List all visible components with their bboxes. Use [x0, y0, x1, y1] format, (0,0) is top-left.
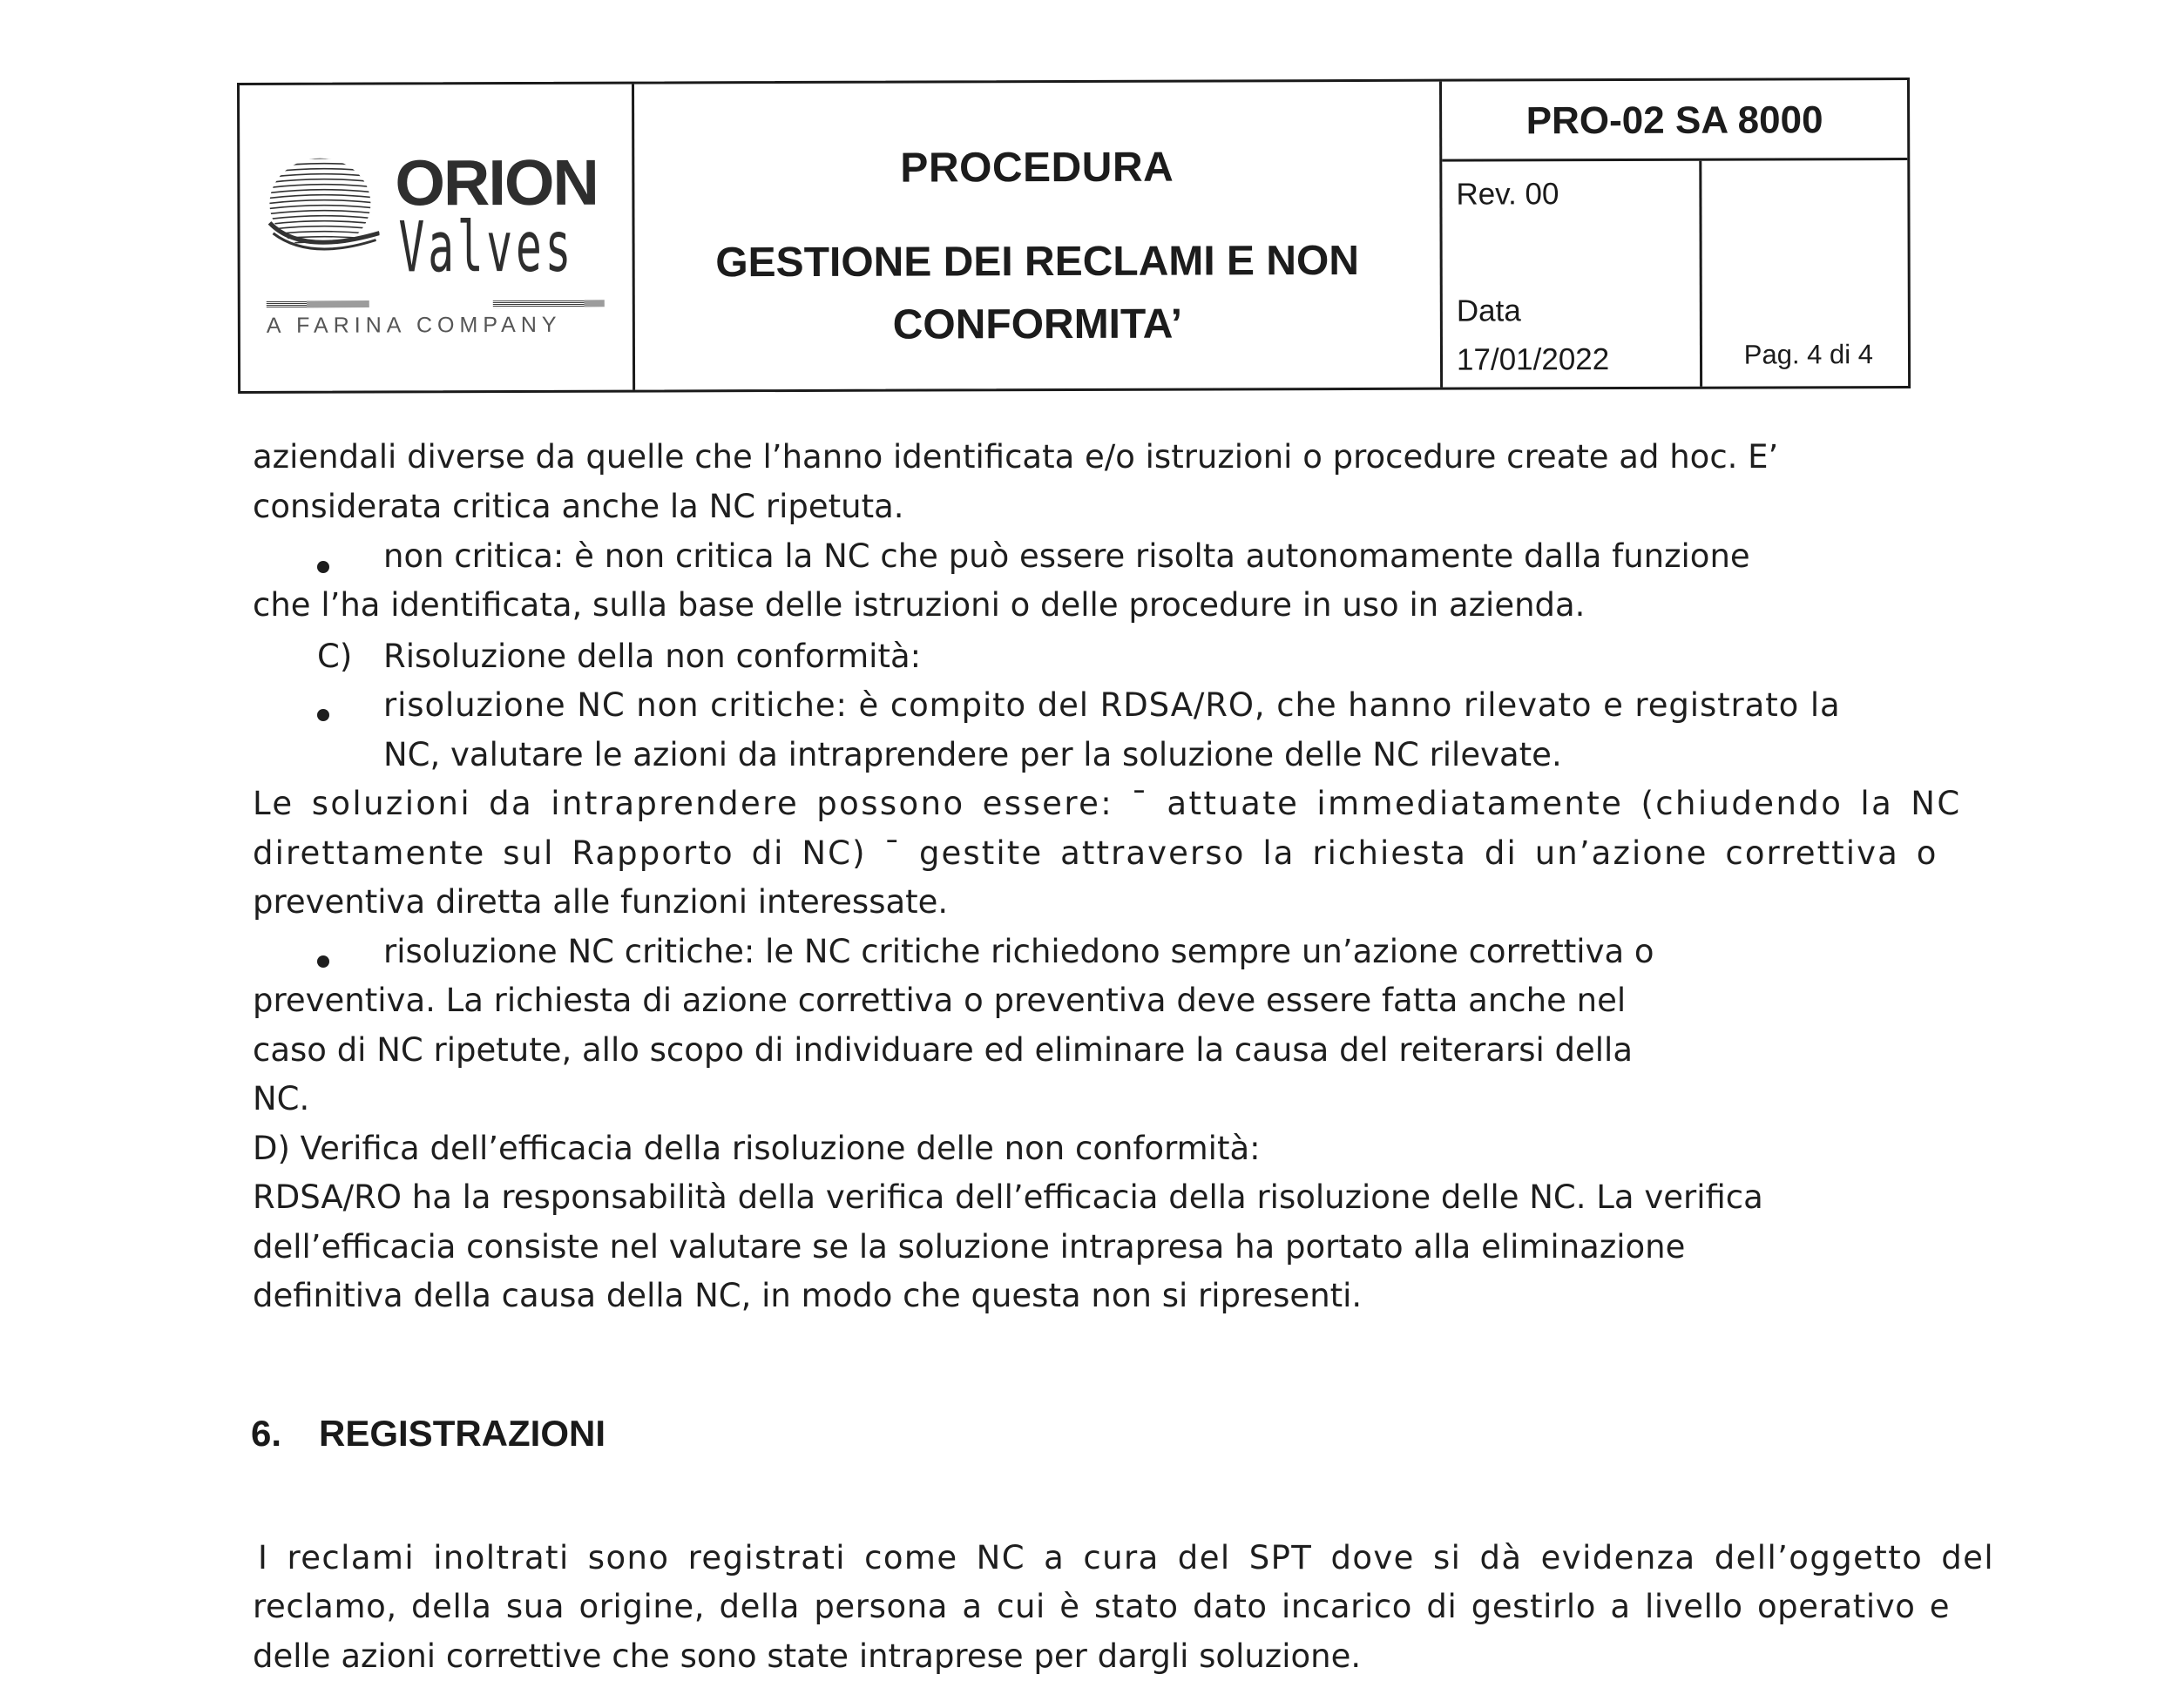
logo-sub-text: Valves	[398, 206, 575, 288]
paragraph-line: I reclami inoltrati sono registrati come NC a cura del SPT dove si dà evidenza dell’oggetto del	[258, 1539, 1995, 1576]
bullet-icon	[317, 561, 329, 573]
list-item: Risoluzione della non conformità:	[383, 638, 922, 675]
list-item: non critica: è non critica la NC che può essere risolta autonomamente dalla funzione	[383, 537, 1750, 575]
procedure-label: PROCEDURA	[900, 144, 1174, 192]
text-line: aziendali diverse da quelle che l’hanno identificata e/o istruzioni o procedure create ad hoc. E’	[253, 438, 1779, 476]
paragraph-line: NC.	[253, 1080, 310, 1117]
date-label: Data	[1456, 294, 1521, 328]
page-number: Pag. 4 di 4	[1743, 339, 1874, 370]
paragraph-line: reclamo, della sua origine, della persona a cui è stato dato incarico di gestirlo a livello operativo e	[253, 1588, 1951, 1625]
paragraph-line: delle azioni correttive che sono state intraprese per dargli soluzione.	[253, 1637, 1362, 1675]
paragraph-line: RDSA/RO ha la responsabilità della verifica dell’efficacia della risoluzione delle NC. La verifica	[253, 1178, 1763, 1216]
paragraph-line: che l’ha identificata, sulla base delle istruzioni o delle procedure in uso in azienda.	[253, 586, 1586, 624]
list-item: risoluzione NC non critiche: è compito del RDSA/RO, che hanno rilevato e registrato la	[383, 686, 1841, 724]
paragraph-line: considerata critica anche la NC ripetuta.	[253, 488, 904, 525]
procedure-title-line: CONFORMITA’	[892, 300, 1183, 348]
paragraph-line: caso di NC ripetute, allo scopo di individuare ed eliminare la causa del reiterarsi della	[253, 1031, 1633, 1069]
bullet-icon	[317, 955, 329, 968]
date-value: 17/01/2022	[1456, 342, 1610, 377]
procedure-title-line: GESTIONE DEI RECLAMI E NON	[715, 237, 1360, 287]
revision-label: Rev. 00	[1456, 177, 1559, 212]
logo-brand-text: ORION	[395, 145, 599, 219]
paragraph-line: Le soluzioni da intraprendere possono essere: ˉ attuate immediatamente (chiudendo la NC	[253, 785, 1962, 822]
subsection-heading: D) Verifica dell’efficacia della risoluzione delle non conformità:	[253, 1130, 1261, 1167]
list-item: risoluzione NC critiche: le NC critiche richiedono sempre un’azione correttiva o	[383, 933, 1654, 970]
paragraph-line: definitiva della causa della NC, in modo che questa non si ripresenti.	[253, 1277, 1363, 1314]
section-heading	[251, 1413, 605, 1455]
list-item: NC, valutare le azioni da intraprendere per la soluzione delle NC rilevate.	[383, 736, 1562, 773]
section-title: REGISTRAZIONI	[319, 1413, 606, 1454]
section-number: 6.	[251, 1413, 282, 1454]
paragraph-line: dell’efficacia consiste nel valutare se la soluzione intrapresa ha portato alla eliminazione	[253, 1228, 1686, 1266]
paragraph-line: direttamente sul Rapporto di NC) ˉ gestite attraverso la richiesta di un’azione correttiva o	[253, 834, 1938, 872]
list-marker: C)	[317, 638, 353, 675]
bullet-icon	[317, 709, 329, 721]
paragraph-line: preventiva. La richiesta di azione correttiva o preventiva deve essere fatta anche nel	[253, 982, 1627, 1019]
paragraph-line	[253, 438, 1908, 476]
paragraph-line: preventiva diretta alle funzioni interessate.	[253, 883, 949, 921]
document-code: PRO-02 SA 8000	[1442, 80, 1907, 162]
logo-tagline: A FARINA COMPANY	[266, 312, 562, 338]
